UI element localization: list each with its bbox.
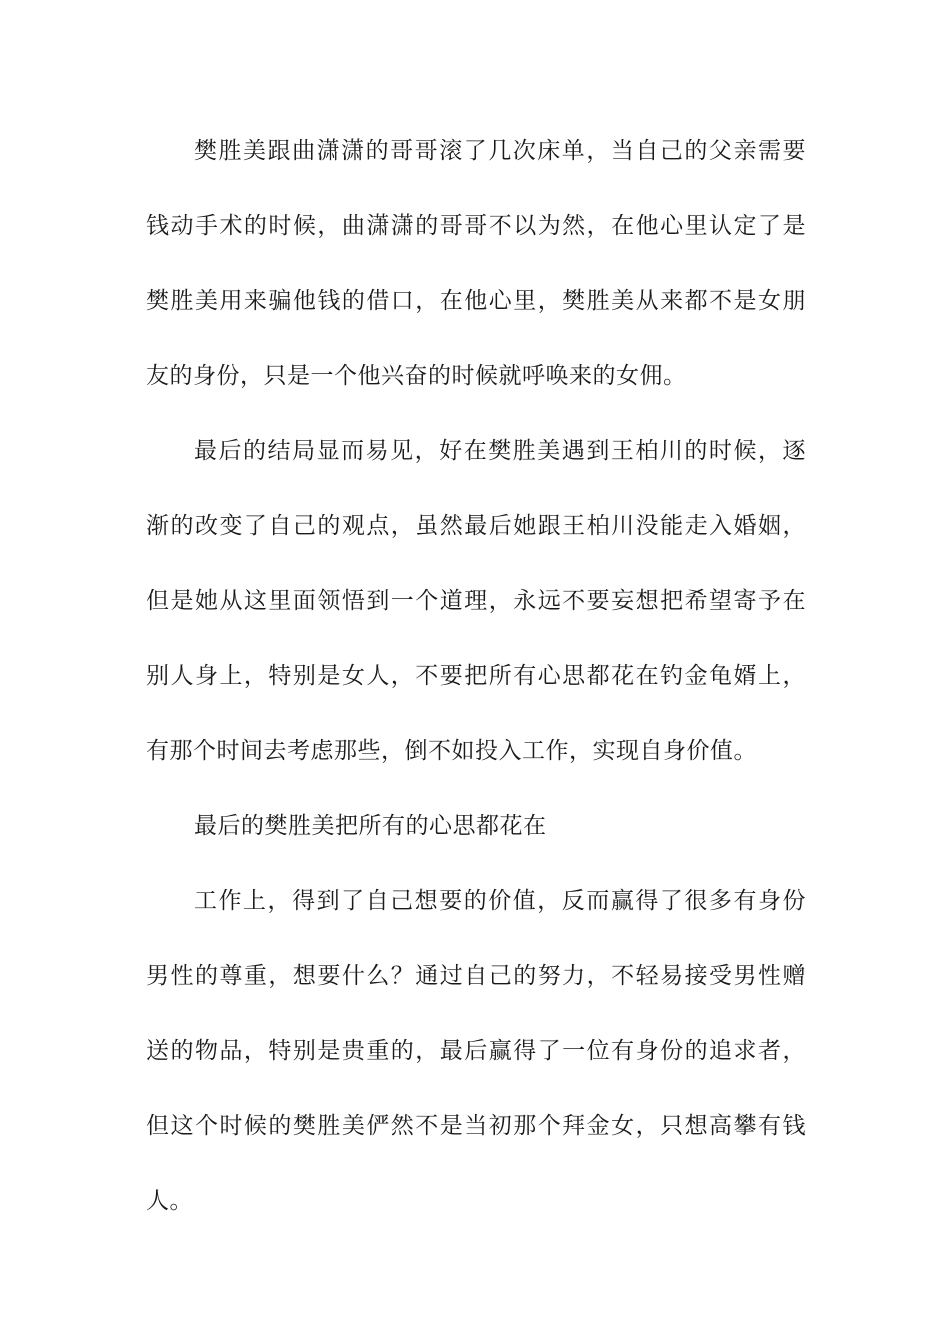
paragraph-2-line-3: 但是她从这里面领悟到一个道理，永远不要妄想把希望寄予在 [146,588,806,614]
paragraph-2-line-4: 别人身上，特别是女人，不要把所有心思都花在钓金龟婿上， [146,663,806,689]
paragraph-2-line-1: 最后的结局显而易见，好在樊胜美遇到王柏川的时候，逐 [194,438,806,464]
paragraph-4-line-5: 人。 [146,1188,193,1214]
paragraph-2-line-2: 渐的改变了自己的观点，虽然最后她跟王柏川没能走入婚姻， [146,513,806,539]
paragraph-2-line-5: 有那个时间去考虑那些，倒不如投入工作，实现自身价值。 [146,738,757,764]
paragraph-4-line-2: 男性的尊重，想要什么？通过自己的努力，不轻易接受男性赠 [146,963,806,989]
paragraph-1-line-4: 友的身份，只是一个他兴奋的时候就呼唤来的女佣。 [146,363,687,389]
paragraph-4-line-3: 送的物品，特别是贵重的，最后赢得了一位有身份的追求者， [146,1038,806,1064]
paragraph-1-line-2: 钱动手术的时候，曲潇潇的哥哥不以为然，在他心里认定了是 [146,213,806,239]
paragraph-3-line-1: 最后的樊胜美把所有的心思都花在 [194,813,547,839]
paragraph-1-line-1: 樊胜美跟曲潇潇的哥哥滚了几次床单，当自己的父亲需要 [194,138,806,164]
paragraph-4-line-4: 但这个时候的樊胜美俨然不是当初那个拜金女，只想高攀有钱 [146,1113,806,1139]
paragraph-1-line-3: 樊胜美用来骗他钱的借口，在他心里，樊胜美从来都不是女朋 [146,288,806,314]
paragraph-4-line-1: 工作上，得到了自己想要的价值，反而赢得了很多有身份 [194,888,806,914]
